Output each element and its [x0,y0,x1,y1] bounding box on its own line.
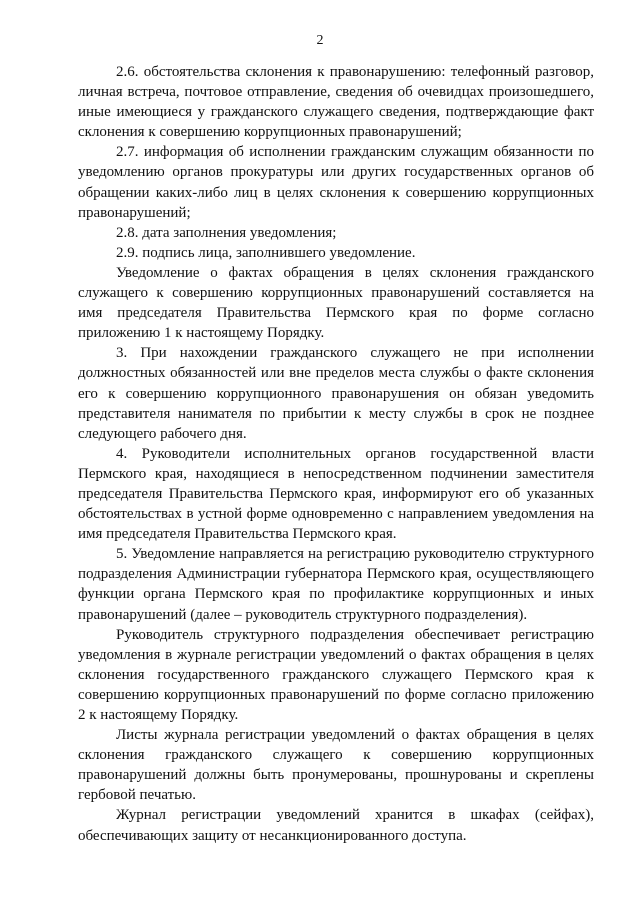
paragraph-4: 4. Руководители исполнительных органов государственной власти Пермского края, находящиеся в непосредственном подчинении заместителя председателя Правительства Пермского края, информируют его об указанных обстоятельствах в устной форме одновременно с направлением уведомления на имя председателя Правительства Пермского края. [78,445,594,543]
paragraph-2-7: 2.7. информация об исполнении гражданским служащим обязанности по уведомлению органов прокуратуры или других государственных органов об обращении каких-либо лиц в целях склонения к совершению коррупционных правонарушений; [78,144,594,221]
paragraph-2-6: 2.6. обстоятельства склонения к правонарушению: телефонный разговор, личная встреча, почтовое отправление, сведения об очевидцах произошедшего, иные имеющиеся у гражданского служащего сведения, подтверждающие факт склонения к совершению коррупционных правонарушений; [78,64,594,141]
paragraph-journal-storage: Журнал регистрации уведомлений хранится в шкафах (сейфах), обеспечивающих защиту от несанкционированного доступа. [78,807,594,844]
paragraph-5: 5. Уведомление направляется на регистрацию руководителю структурного подразделения Администрации губернатора Пермского края, осуществляющего функции органа Пермского края по профилактике коррупционных и иных правонарушений (далее – руководитель структурного подразделения). [78,546,594,623]
paragraph-2-8: 2.8. дата заполнения уведомления; [116,224,337,241]
paragraph-notification-form: Уведомление о фактах обращения в целях склонения гражданского служащего к совершению коррупционных правонарушений составляется на имя председателя Правительства Пермского края по форме согласно приложению 1 к настоящему Порядку. [78,264,594,342]
page-number: 2 [316,33,324,48]
paragraph-journal-sheets: Листы журнала регистрации уведомлений о фактах обращения в целях склонения гражданского служащего к совершению коррупционных правонарушений должны быть пронумерованы, прошнурованы и скреплены гербовой печатью. [78,727,594,804]
document-body [78,62,594,846]
paragraph-2-9: 2.9. подпись лица, заполнившего уведомление. [116,244,416,261]
paragraph-registration: Руководитель структурного подразделения обеспечивает регистрацию уведомления в журнале регистрации уведомлений о фактах обращения в целях склонения государственного гражданского служащего Пермского края к совершению коррупционных правонарушений по форме согласно приложению 2 к настоящему Порядку. [78,626,594,723]
paragraph-3: 3. При нахождении гражданского служащего не при исполнении должностных обязанностей или вне пределов места службы о факте склонения его к совершению коррупционного правонарушения он обязан уведомить представителя нанимателя по прибытии к месту службы в срок не позднее следующего рабочего дня. [78,345,594,442]
